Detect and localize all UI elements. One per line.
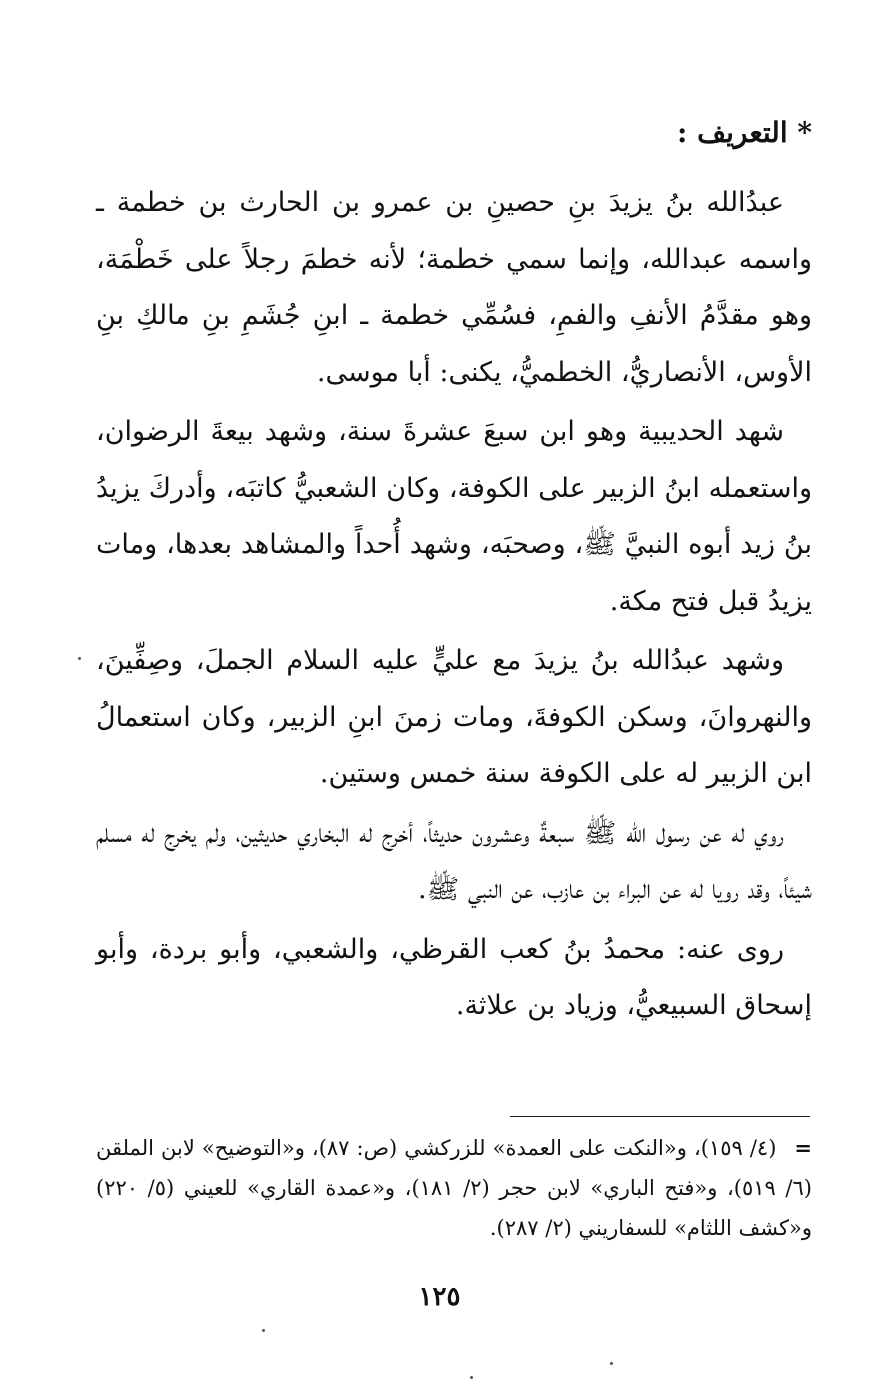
scan-speck [610,1362,613,1365]
paragraph-hudaybiyya: شهد الحديبية وهو ابن سبعَ عشرةَ سنة، وشهد بيعةَ الرضوان، واستعمله ابنُ الزبير على الكوفة، وكان الشعبيُّ كاتبَه، وأدركَ يزيدُ بنُ زيد أبوه النبيَّ ﷺ، وصحبَه، وشهد أُحداً والمشاهد بعدها، ومات يزيدُ قبل فتح مكة. [96,416,812,617]
scan-speck [262,1329,265,1332]
page-number: ١٢٥ [418,1282,461,1312]
scan-speck [78,657,81,660]
footnote-marker: = [794,1135,812,1160]
paragraph-definition: عبدُالله بنُ يزيدَ بنِ حصينِ بن عمرو بن الحارث بن خطمة ـ واسمه عبدالله، وإنما سمي خطمة؛ لأنه خطمَ رجلاً على خَطْمَة، وهو مقدَّمُ الأنفِ والفمِ، فسُمِّي خطمة ـ ابنِ جُشَمِ بنِ مالكِ بنِ الأوس، الأنصاريُّ، الخطميُّ، يكنى: أبا موسى. [96,187,812,388]
footnote [96,1128,812,1248]
paragraph-narrators: روى عنه: محمدُ بنُ كعب القرظي، والشعبي، وأبو بردة، وأبو إسحاق السبيعيُّ، وزياد بن علاثة. [96,933,812,1021]
paragraph-jamal-siffin: وشهد عبدُالله بنُ يزيدَ مع عليٍّ عليه السلام الجملَ، وصِفِّينَ، والنهروانَ، وسكن الكوفةَ، ومات زمنَ ابنِ الزبير، وكان استعمالُ ابن الزبير له على الكوفة سنة خمس وستين. [96,645,812,789]
paragraph-hadith-count: روي له عن رسول الله ﷺ سبعةٌ وعشرون حديثاً، أخرج له البخاري حديثين، ولم يخرج له مسلم شيئاً، وقد رويا له عن البراء بن عازب، عن النبي ﷺ. [96,817,812,905]
page-body [96,105,812,1038]
scan-speck [470,1376,473,1379]
footnote-divider [510,1116,810,1117]
footnote-text: (٤/ ١٥٩)، و«النكت على العمدة» للزركشي (ص: ٨٧)، و«التوضيح» لابن الملقن (٦/ ٥١٩)، و«فتح الباري» لابن حجر (٢/ ١٨١)، و«عمدة القاري» للعيني (٥/ ٢٢٠) و«كشف اللثام» للسفاريني (٢/ ٢٨٧). [96,1136,812,1240]
section-heading: * التعريف : [677,116,812,149]
